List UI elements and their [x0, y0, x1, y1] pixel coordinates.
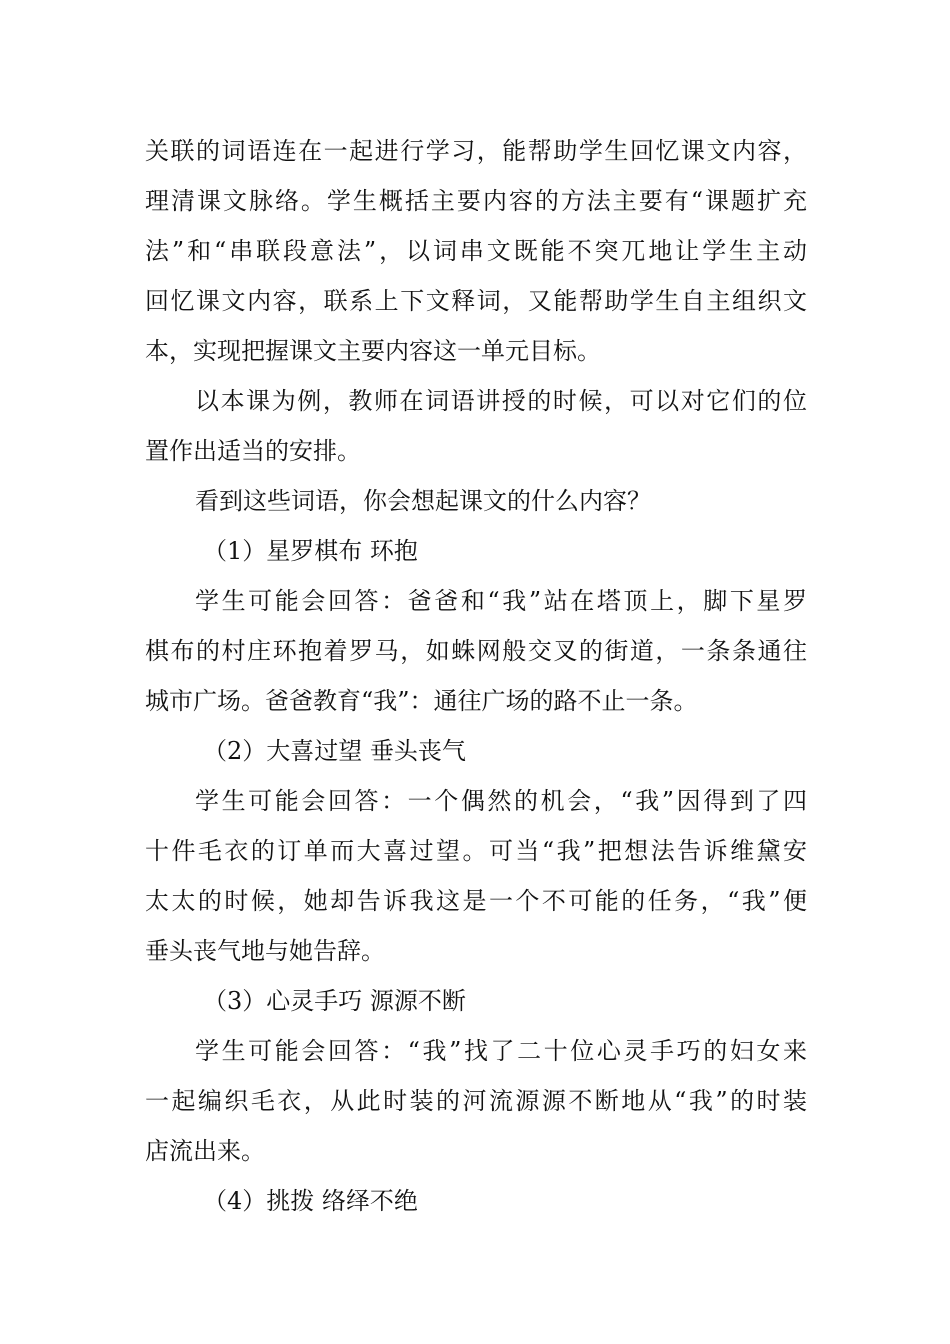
text-line: 一起编织毛衣，从此时装的河流源源不断地从“我”的时装 [145, 1087, 807, 1115]
item-heading-4: （4）挑拨 络绎不绝 [203, 1187, 418, 1215]
text-line: 十件毛衣的订单而大喜过望。可当“我”把想法告诉维黛安 [145, 837, 807, 865]
item-heading-1: （1）星罗棋布 环抱 [203, 537, 418, 565]
text-line: 城市广场。爸爸教育“我”：通往广场的路不止一条。 [145, 687, 698, 715]
text-line: 关联的词语连在一起进行学习，能帮助学生回忆课文内容， [145, 137, 807, 165]
text-line: 店流出来。 [145, 1137, 265, 1165]
text-line: 理清课文脉络。学生概括主要内容的方法主要有“课题扩充 [145, 187, 807, 215]
text-line: 太太的时候，她却告诉我这是一个不可能的任务，“我”便 [145, 887, 807, 915]
question-line: 看到这些词语，你会想起课文的什么内容？ [195, 487, 651, 515]
text-line: 回忆课文内容，联系上下文释词，又能帮助学生自主组织文 [145, 287, 807, 315]
paragraph-first-line: 以本课为例，教师在词语讲授的时候，可以对它们的位 [195, 387, 807, 415]
paragraph-first-line: 学生可能会回答：一个偶然的机会，“我”因得到了四 [195, 787, 807, 815]
text-line: 垂头丧气地与她告辞。 [145, 937, 385, 965]
text-line: 法”和“串联段意法”，以词串文既能不突兀地让学生主动 [145, 237, 807, 265]
item-heading-3: （3）心灵手巧 源源不断 [203, 987, 466, 1015]
text-line: 棋布的村庄环抱着罗马，如蛛网般交叉的街道，一条条通往 [145, 637, 807, 665]
paragraph-first-line: 学生可能会回答：“我”找了二十位心灵手巧的妇女来 [195, 1037, 807, 1065]
text-line: 置作出适当的安排。 [145, 437, 361, 465]
document-body [145, 126, 807, 1226]
paragraph-first-line: 学生可能会回答：爸爸和“我”站在塔顶上，脚下星罗 [195, 587, 807, 615]
item-heading-2: （2）大喜过望 垂头丧气 [203, 737, 466, 765]
text-line: 本，实现把握课文主要内容这一单元目标。 [145, 337, 601, 365]
